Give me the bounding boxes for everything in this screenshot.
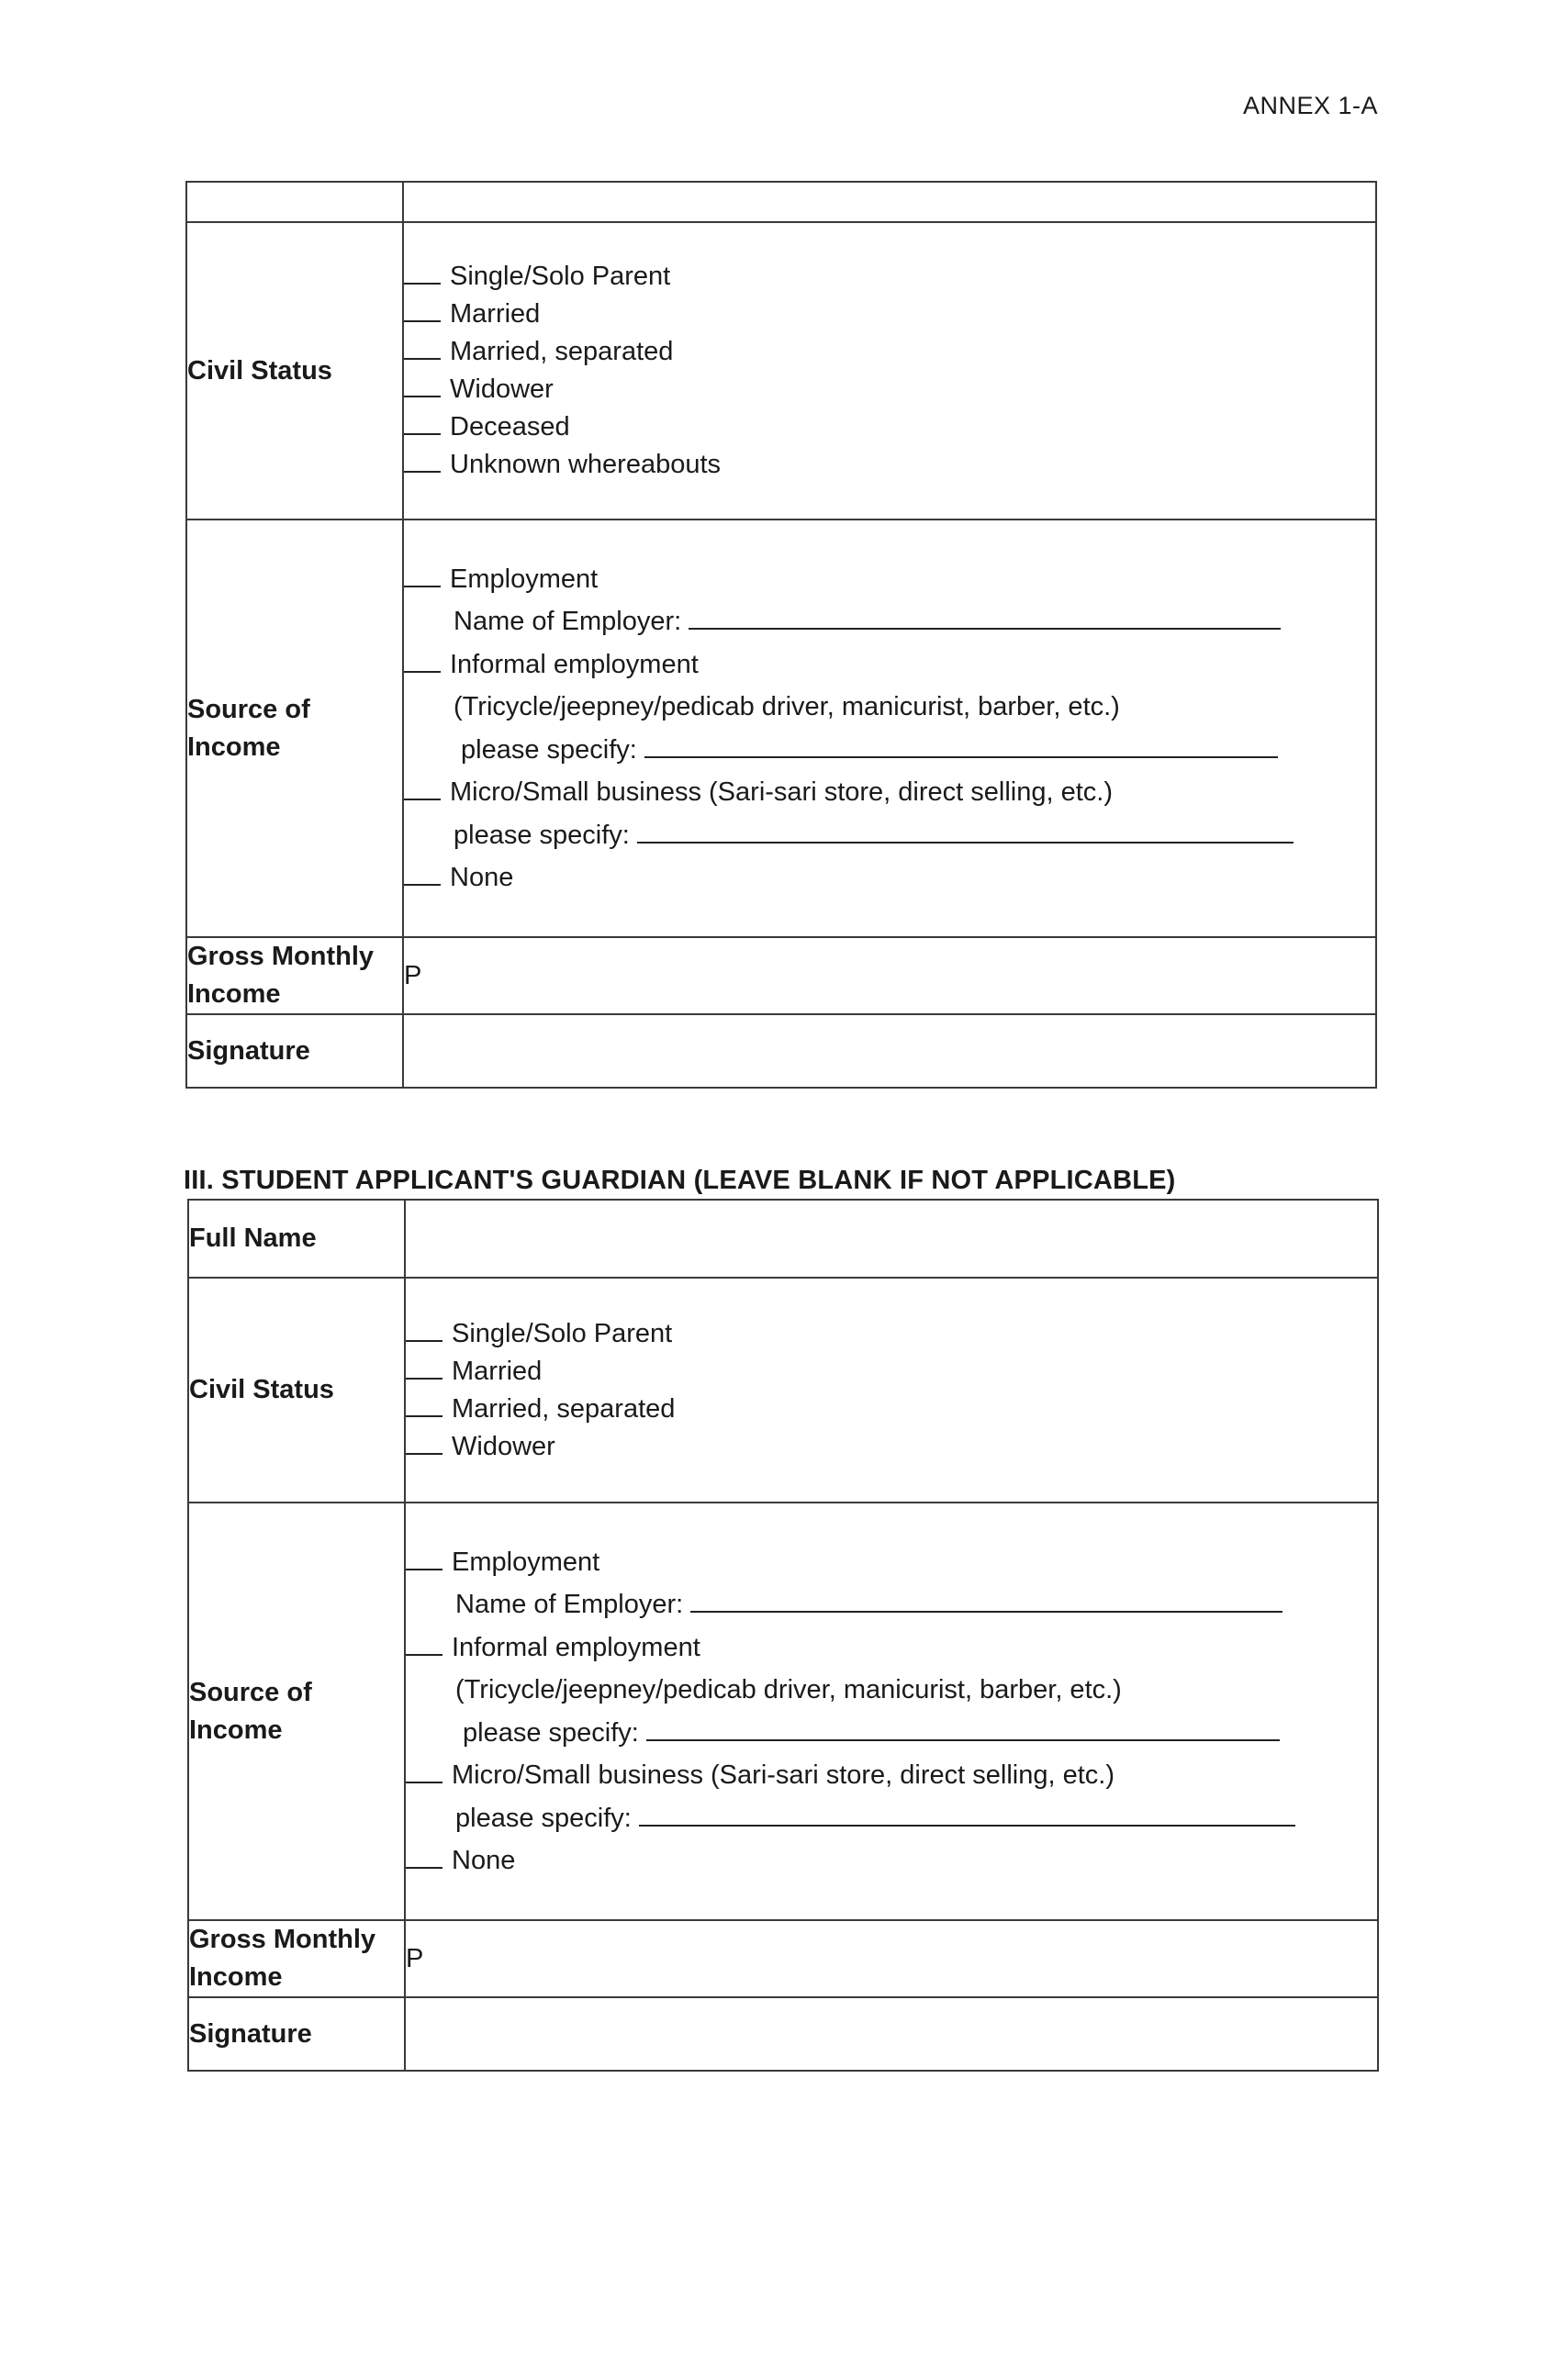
employer-name-field[interactable]: Name of Employer: [404,600,1375,643]
micro-specify-field[interactable]: please specify: [406,1797,1377,1840]
source-of-income-label: Source of Income [188,1503,405,1920]
employer-name-line[interactable] [689,627,1281,630]
table-row [186,222,1376,520]
civil-status-options [405,1278,1378,1503]
specify-line[interactable] [639,1824,1295,1827]
source-of-income-options [405,1503,1378,1920]
gross-income-label: Gross Monthly Income [186,937,403,1014]
signature-label: Signature [186,1014,403,1088]
table-row [188,1200,1378,1278]
civil-status-option[interactable]: Single/Solo Parent [406,1315,1377,1353]
employer-name-line[interactable] [690,1610,1283,1613]
checkbox-blank[interactable] [406,1653,442,1656]
section-title: III. STUDENT APPLICANT'S GUARDIAN (LEAVE BLANK IF NOT APPLICABLE) [184,1166,1176,1195]
civil-status-label: Civil Status [186,222,403,520]
employer-name-field[interactable]: Name of Employer: [406,1583,1377,1626]
checkbox-blank[interactable] [404,670,441,673]
informal-specify-field[interactable]: please specify: [406,1712,1377,1755]
currency-symbol: P [404,960,422,990]
civil-status-label: Civil Status [188,1278,405,1503]
table-row [188,1503,1378,1920]
income-option-informal[interactable]: Informal employment [406,1626,1377,1670]
full-name-label: Full Name [188,1200,405,1278]
header-empty-cell [186,182,403,222]
guardian-info-table [187,1199,1379,2072]
checkbox-blank[interactable] [406,1377,442,1380]
income-option-informal[interactable]: Informal employment [404,643,1375,687]
checkbox-blank[interactable] [406,1866,442,1869]
civil-status-option[interactable]: Married [406,1353,1377,1391]
checkbox-blank[interactable] [406,1781,442,1783]
civil-status-options [403,222,1376,520]
income-option-none[interactable]: None [404,856,1375,899]
table-row [188,1997,1378,2071]
specify-line[interactable] [637,841,1294,844]
checkbox-blank[interactable] [404,470,441,473]
checkbox-blank[interactable] [404,357,441,360]
table-row [186,937,1376,1014]
signature-field[interactable] [405,1997,1378,2071]
gross-income-field[interactable] [403,937,1376,1014]
currency-symbol: P [406,1943,424,1973]
checkbox-blank[interactable] [404,432,441,435]
civil-status-option[interactable]: Unknown whereabouts [404,446,1375,484]
checkbox-blank[interactable] [404,585,441,587]
checkbox-blank[interactable] [406,1452,442,1455]
income-option-micro[interactable]: Micro/Small business (Sari-sari store, direct selling, etc.) [406,1754,1377,1797]
signature-label: Signature [188,1997,405,2071]
checkbox-blank[interactable] [404,395,441,397]
specify-line[interactable] [646,1738,1280,1741]
civil-status-option[interactable]: Married [404,296,1375,333]
income-option-micro[interactable]: Micro/Small business (Sari-sari store, direct selling, etc.) [404,771,1375,814]
civil-status-option[interactable]: Widower [406,1428,1377,1466]
table-row [188,1920,1378,1997]
civil-status-option[interactable]: Deceased [404,408,1375,446]
source-of-income-options [403,520,1376,937]
specify-line[interactable] [644,755,1278,758]
table-row [186,520,1376,937]
income-option-employment[interactable]: Employment [404,558,1375,601]
checkbox-blank[interactable] [404,319,441,322]
micro-specify-field[interactable]: please specify: [404,814,1375,857]
checkbox-blank[interactable] [406,1414,442,1417]
checkbox-blank[interactable] [404,282,441,285]
source-of-income-label: Source of Income [186,520,403,937]
informal-examples: (Tricycle/jeepney/pedicab driver, manicurist, barber, etc.) [455,1675,1122,1704]
checkbox-blank[interactable] [406,1339,442,1342]
civil-status-option[interactable]: Married, separated [406,1391,1377,1428]
gross-income-label: Gross Monthly Income [188,1920,405,1997]
header-empty-cell [403,182,1376,222]
checkbox-blank[interactable] [404,883,441,886]
checkbox-blank[interactable] [404,798,441,800]
informal-examples: (Tricycle/jeepney/pedicab driver, manicurist, barber, etc.) [454,692,1120,721]
table-row [188,1278,1378,1503]
civil-status-option[interactable]: Widower [404,371,1375,408]
civil-status-option[interactable]: Married, separated [404,333,1375,371]
civil-status-option[interactable]: Single/Solo Parent [404,258,1375,296]
checkbox-blank[interactable] [406,1568,442,1570]
income-option-employment[interactable]: Employment [406,1541,1377,1584]
table-row [186,182,1376,222]
parent-info-table [185,181,1377,1089]
gross-income-field[interactable] [405,1920,1378,1997]
full-name-field[interactable] [405,1200,1378,1278]
table-row [186,1014,1376,1088]
annex-label: ANNEX 1-A [1242,92,1378,119]
income-option-none[interactable]: None [406,1839,1377,1883]
signature-field[interactable] [403,1014,1376,1088]
informal-specify-field[interactable]: please specify: [404,729,1375,772]
